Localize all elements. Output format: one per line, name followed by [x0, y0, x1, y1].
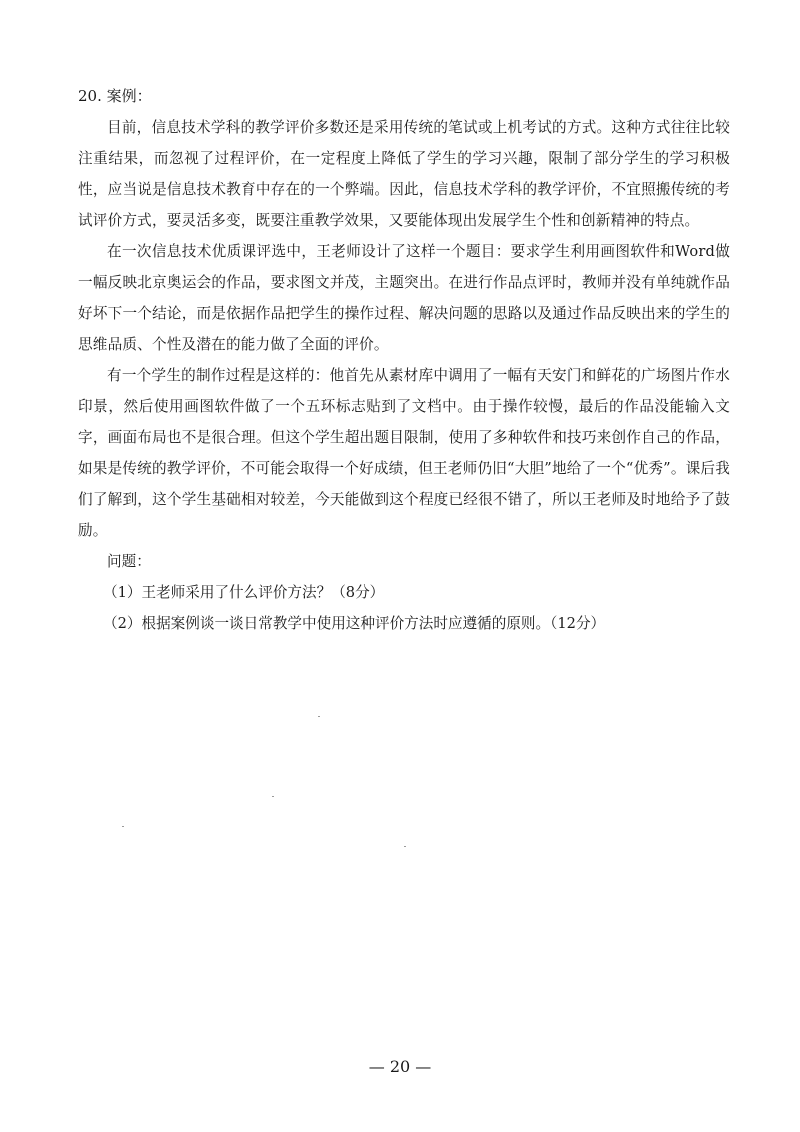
- questions-label: 问题：: [107, 553, 151, 570]
- question-heading: 20. 案例：: [78, 87, 152, 105]
- scan-speck: [318, 716, 320, 717]
- scan-speck: [122, 826, 124, 827]
- paragraph-2: 在一次信息技术优质课评选中，王老师设计了这样一个题目：要求学生利用画图软件和Word做一幅反映北京奥运会的作品，要求图文并茂，主题突出。在进行作品点评时，教师并没有单纯就作品好坏下一个结论，而是依据作品把学生的操作过程、解决问题的思路以及通过作品反映出来的学生的思维品质、个性及潜在的能力做了全面的评价。: [78, 243, 730, 353]
- case-study-content: [78, 84, 730, 639]
- scan-speck: [404, 846, 406, 847]
- question-2: （2）根据案例谈一谈日常教学中使用这种评价方法时应遵循的原则。（12分）: [103, 615, 606, 632]
- question-1: （1）王老师采用了什么评价方法？（8分）: [103, 584, 385, 601]
- scan-speck: [272, 796, 274, 797]
- page-number: — 20 —: [368, 1057, 432, 1076]
- paragraph-3: 有一个学生的制作过程是这样的：他首先从素材库中调用了一幅有天安门和鲜花的广场图片作水印景，然后使用画图软件做了一个五环标志贴到了文档中。由于操作较慢，最后的作品没能输入文字，画面布局也不是很合理。但这个学生超出题目限制，使用了多种软件和技巧来创作自己的作品，如果是传统的教学评价，不可能会取得一个好成绩，但王老师仍旧“大胆”地给了一个“优秀”。课后我们了解到，这个学生基础相对较差，今天能做到这个程度已经很不错了，所以王老师及时地给予了鼓励。: [78, 367, 730, 539]
- paragraph-1: 目前，信息技术学科的教学评价多数还是采用传统的笔试或上机考试的方式。这种方式往往比较注重结果，而忽视了过程评价，在一定程度上降低了学生的学习兴趣，限制了部分学生的学习积极性，应当说是信息技术教育中存在的一个弊端。因此，信息技术学科的教学评价，不宜照搬传统的考试评价方式，要灵活多变，既要注重教学效果，又要能体现出发展学生个性和创新精神的特点。: [78, 119, 730, 229]
